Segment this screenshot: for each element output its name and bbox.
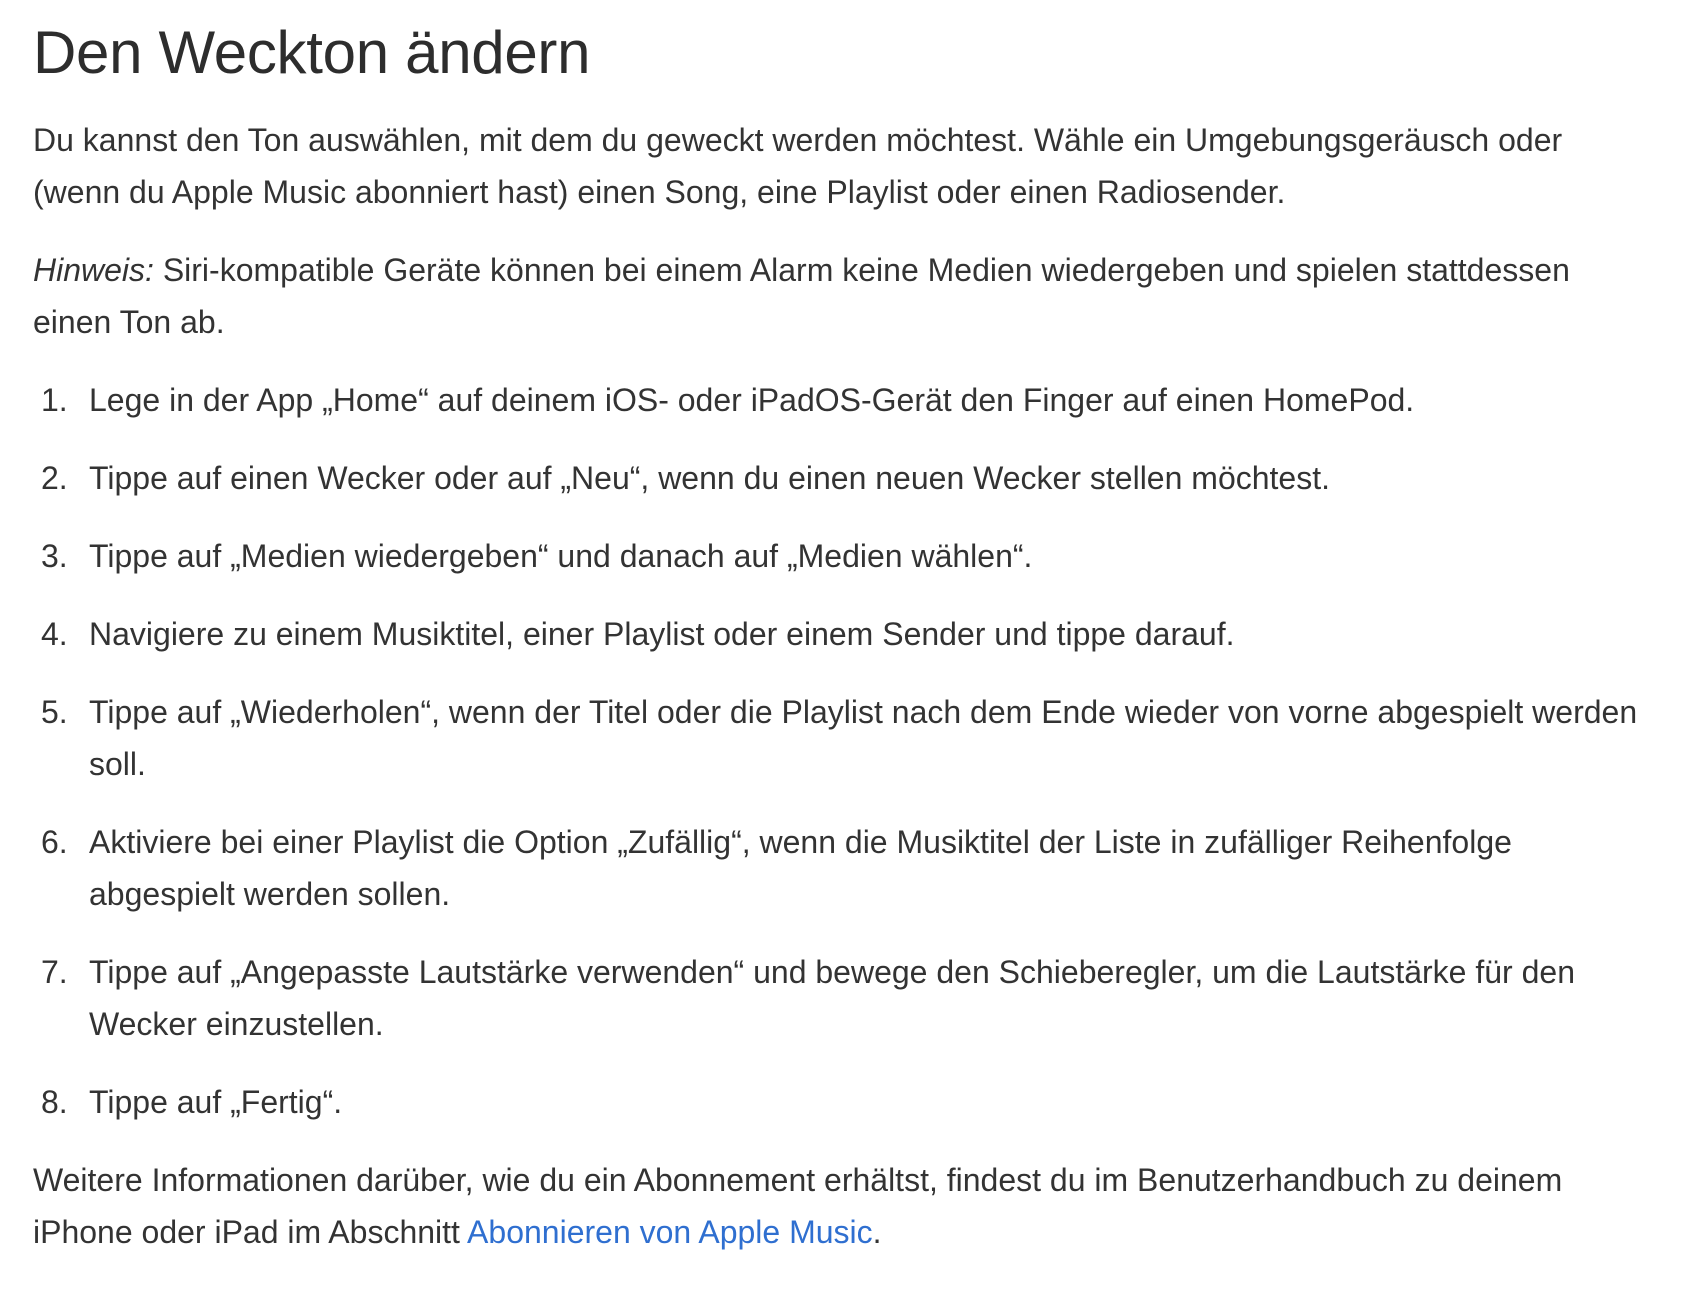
step-number: 5. (41, 694, 68, 730)
step-text: Aktiviere bei einer Playlist die Option „Zufällig“, wenn die Musiktitel der Liste in zufälliger Reihenfolge abgespielt werden sollen. (89, 824, 1512, 912)
outro-end: . (872, 1214, 882, 1250)
step-text: Tippe auf „Medien wiedergeben“ und danach auf „Medien wählen“. (89, 538, 1033, 574)
outro-paragraph (33, 1154, 1653, 1258)
step-text: Tippe auf einen Wecker oder auf „Neu“, wenn du einen neuen Wecker stellen möchtest. (89, 460, 1330, 496)
step-item (33, 608, 1653, 660)
step-text: Navigiere zu einem Musiktitel, einer Playlist oder einem Sender und tippe darauf. (89, 616, 1235, 652)
step-text: Tippe auf „Angepasste Lautstärke verwenden“ und bewege den Schieberegler, um die Lautstärke für den Wecker einzustellen. (89, 954, 1575, 1042)
step-text: Tippe auf „Wiederholen“, wenn der Titel oder die Playlist nach dem Ende wieder von vorne abgespielt werden soll. (89, 694, 1638, 782)
step-text: Tippe auf „Fertig“. (89, 1084, 343, 1120)
step-item (33, 452, 1653, 504)
step-number: 8. (41, 1084, 68, 1120)
note-text: Siri-kompatible Geräte können bei einem Alarm keine Medien wiedergeben und spielen stattdessen einen Ton ab. (33, 252, 1570, 340)
step-text: Lege in der App „Home“ auf deinem iOS- oder iPadOS-Gerät den Finger auf einen HomePod. (89, 382, 1415, 418)
step-number: 3. (41, 538, 68, 574)
step-number: 4. (41, 616, 68, 652)
intro-paragraph: Du kannst den Ton auswählen, mit dem du geweckt werden möchtest. Wähle ein Umgebungsgeräusch oder (wenn du Apple Music abonniert hast) einen Song, eine Playlist oder einen Radiosender. (33, 122, 1563, 210)
step-number: 7. (41, 954, 68, 990)
step-item (33, 946, 1653, 1050)
step-item (33, 1076, 1653, 1128)
article (33, 0, 1653, 1258)
step-item (33, 374, 1653, 426)
step-item (33, 686, 1653, 790)
outro-text: Weitere Informationen darüber, wie du ein Abonnement erhältst, findest du im Benutzerhandbuch zu deinem iPhone oder iPad im Abschnitt (33, 1162, 1563, 1250)
page-title: Den Weckton ändern (33, 19, 591, 86)
note-label: Hinweis: (33, 252, 154, 288)
steps-list (33, 374, 1653, 1128)
step-number: 1. (41, 382, 68, 418)
note-paragraph (33, 244, 1653, 348)
step-item (33, 530, 1653, 582)
step-item (33, 816, 1653, 920)
step-number: 6. (41, 824, 68, 860)
apple-music-subscription-link[interactable]: Abonnieren von Apple Music (467, 1214, 873, 1250)
step-number: 2. (41, 460, 68, 496)
